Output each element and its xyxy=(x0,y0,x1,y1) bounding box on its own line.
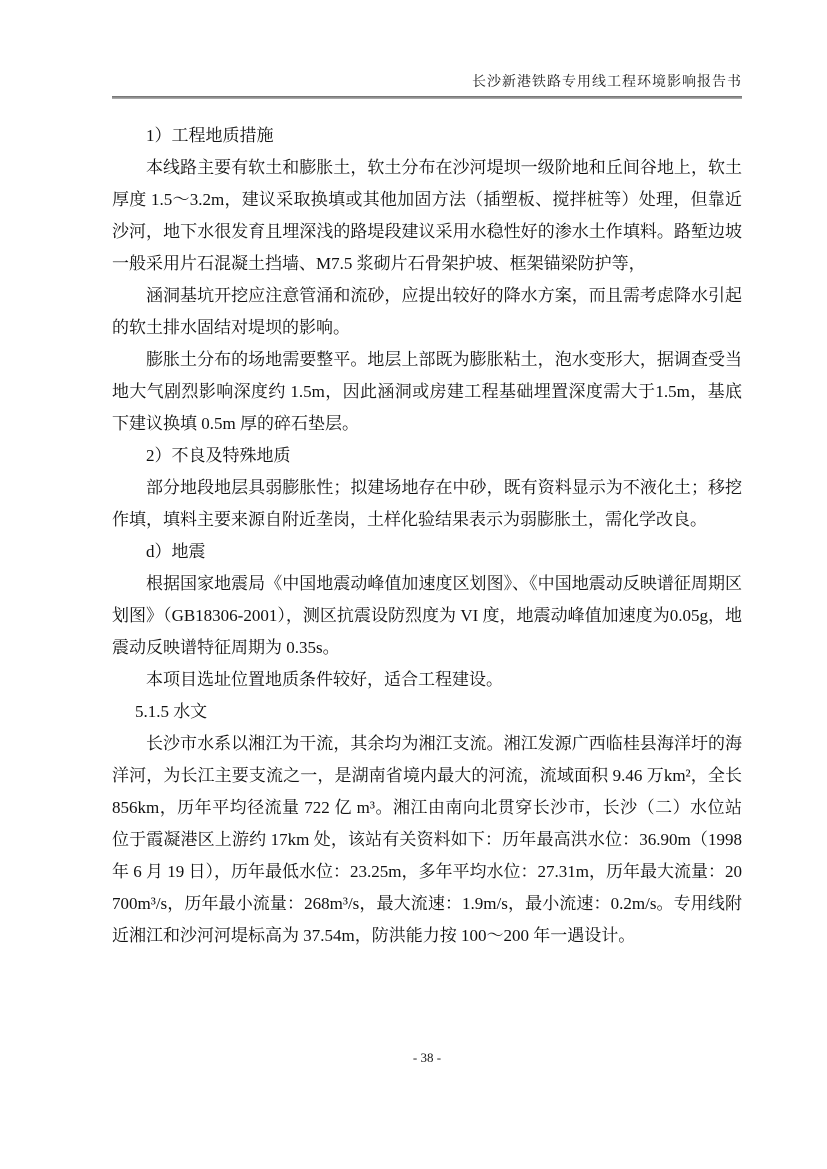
subheading-adverse-special-geology: 2）不良及特殊地质 xyxy=(146,446,291,465)
page-number: - 38 - xyxy=(412,1050,442,1065)
paragraph-seismic-zoning: 根据国家地震局《中国地震动峰值加速度区划图》、《中国地震动反映谱征周期区划图》（GB18306-2001），测区抗震设防烈度为 VI 度，地震动峰值加速度为0.05g，地震动反映谱特征周期为 0.35s。 xyxy=(112,574,742,657)
paragraph-soft-soil: 本线路主要有软土和膨胀土，软土分布在沙河堤坝一级阶地和丘间谷地上，软土厚度 1.5～3.2m，建议采取换填或其他加固方法（插塑板、搅拌桩等）处理，但靠近沙河，地下水很发育且埋深浅的路堤段建议采用水稳性好的渗水土作填料。路堑边坡一般采用片石混凝土挡墙、M7.5 浆砌片石骨架护坡、框架锚梁防护等， xyxy=(112,158,742,273)
document-body xyxy=(112,120,742,952)
paragraph-hydrology: 长沙市水系以湘江为干流，其余均为湘江支流。湘江发源广西临桂县海洋圩的海洋河，为长江主要支流之一，是湖南省境内最大的河流，流域面积 9.46 万km²，全长 856km，历年平均径流量 722 亿 m³。湘江由南向北贯穿长沙市，长沙（二）水位站位于霞凝港区上游约 17km 处，该站有关资料如下：历年最高洪水位：36.90m（1998 年 6 月 19 日），历年最低水位：23.25m，多年平均水位：27.31m，历年最大流量：20700m³/s，历年最小流量：268m³/s，最大流速：1.9m/s，最小流速：0.2m/s。专用线附近湘江和沙河河堤标高为 37.54m，防洪能力按 100～200 年一遇设计。 xyxy=(112,734,742,945)
paragraph-expansive-soil: 膨胀土分布的场地需要整平。地层上部既为膨胀粘土，泡水变形大，据调查受当地大气剧烈影响深度约 1.5m，因此涵洞或房建工程基础埋置深度需大于1.5m，基底下建议换填 0.5m 厚的碎石垫层。 xyxy=(112,350,742,433)
header-title: 长沙新港铁路专用线工程环境影响报告书 xyxy=(472,75,742,90)
subheading-earthquake: d）地震 xyxy=(146,542,206,561)
page-header xyxy=(112,74,742,99)
paragraph-site-geology-conclusion: 本项目选址位置地质条件较好，适合工程建设。 xyxy=(146,670,503,689)
paragraph-weak-expansiveness: 部分地段地层具弱膨胀性；拟建场地存在中砂，既有资料显示为不液化土；移挖作填，填料主要来源自附近垄岗，土样化验结果表示为弱膨胀土，需化学改良。 xyxy=(112,478,742,529)
page-footer xyxy=(112,1050,742,1066)
header-rule xyxy=(112,96,742,99)
paragraph-culvert-foundation-pit: 涵洞基坑开挖应注意管涌和流砂，应提出较好的降水方案，而且需考虑降水引起的软土排水固结对堤坝的影响。 xyxy=(112,286,742,337)
section-heading-hydrology: 5.1.5 水文 xyxy=(134,702,208,721)
subheading-engineering-geology-measures: 1）工程地质措施 xyxy=(146,126,274,145)
